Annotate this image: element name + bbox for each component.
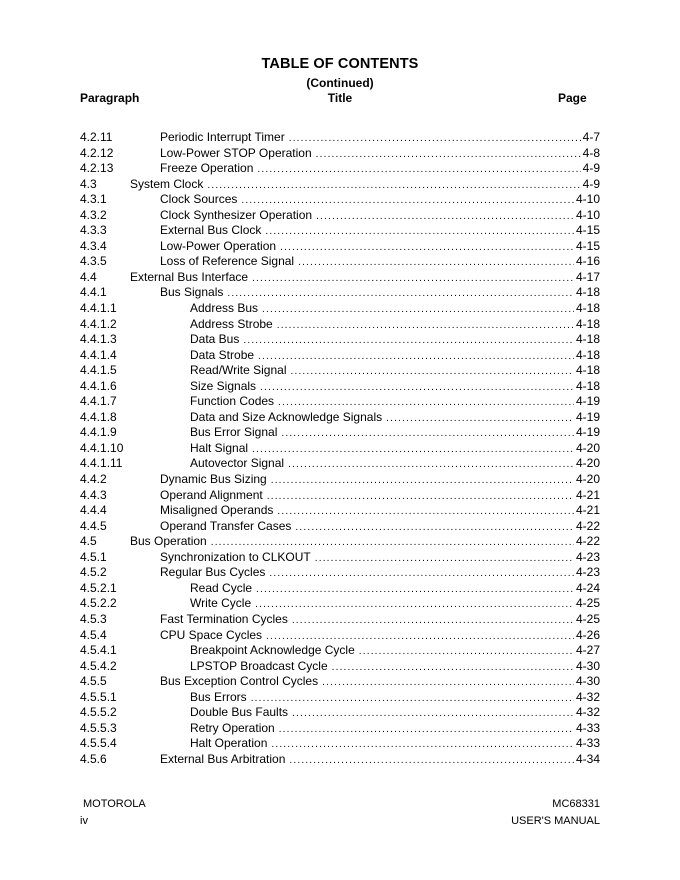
toc-entry-page: 4-32 xyxy=(575,689,600,704)
toc-entry-page: 4-32 xyxy=(575,705,600,720)
toc-leader-dots xyxy=(292,706,574,722)
toc-entry-number: 4.3.2 xyxy=(80,207,107,222)
toc-entry-page: 4-33 xyxy=(575,720,600,735)
toc-entry-title: Low-Power STOP Operation xyxy=(160,145,312,160)
toc-entry-page: 4-25 xyxy=(575,611,600,626)
toc-entry-number: 4.4.3 xyxy=(80,487,107,502)
toc-leader-dots xyxy=(332,660,574,676)
toc-leader-dots xyxy=(316,147,581,163)
toc-leader-dots xyxy=(267,489,574,505)
toc-entry-number: 4.5.5.2 xyxy=(80,705,117,720)
toc-entry-number: 4.5.3 xyxy=(80,611,107,626)
toc-entry[interactable] xyxy=(80,348,600,364)
toc-entry-number: 4.4.1.10 xyxy=(80,440,124,455)
toc-entry-page: 4-20 xyxy=(575,472,600,487)
column-header-page: Page xyxy=(558,91,587,105)
toc-entry-number: 4.4.1 xyxy=(80,285,107,300)
toc-entry[interactable] xyxy=(80,628,600,644)
toc-entry-page: 4-15 xyxy=(575,223,600,238)
toc-entry[interactable] xyxy=(80,208,600,224)
toc-entry-number: 4.4.5 xyxy=(80,518,107,533)
toc-entry[interactable] xyxy=(80,301,600,317)
toc-list xyxy=(80,130,600,767)
toc-entry[interactable] xyxy=(80,690,600,706)
toc-entry[interactable] xyxy=(80,705,600,721)
toc-entry-title: Bus Error Signal xyxy=(190,425,278,440)
toc-entry-title: Retry Operation xyxy=(190,720,275,735)
toc-entry-page: 4-18 xyxy=(575,378,600,393)
toc-entry-number: 4.4.1.6 xyxy=(80,378,117,393)
toc-entry[interactable] xyxy=(80,659,600,675)
toc-entry-title: Data Strobe xyxy=(190,347,255,362)
page-title: TABLE OF CONTENTS xyxy=(261,56,419,72)
toc-entry-title: LPSTOP Broadcast Cycle xyxy=(190,658,328,673)
toc-entry-page: 4-18 xyxy=(575,347,600,362)
toc-entry[interactable] xyxy=(80,441,600,457)
toc-entry-title: Halt Operation xyxy=(190,736,268,751)
toc-leader-dots xyxy=(386,411,574,427)
toc-entry-title: Autovector Signal xyxy=(190,456,285,471)
toc-entry-title: External Bus Interface xyxy=(130,269,249,284)
toc-entry[interactable] xyxy=(80,472,600,488)
toc-entry[interactable] xyxy=(80,643,600,659)
toc-entry-page: 4-19 xyxy=(575,409,600,424)
toc-entry-title: Loss of Reference Signal xyxy=(160,254,295,269)
toc-entry-page: 4-9 xyxy=(582,161,600,176)
toc-entry[interactable] xyxy=(80,410,600,426)
toc-leader-dots xyxy=(359,644,574,660)
toc-entry[interactable] xyxy=(80,581,600,597)
toc-entry[interactable] xyxy=(80,674,600,690)
toc-entry-title: Data Bus xyxy=(190,332,240,347)
toc-leader-dots xyxy=(271,737,574,753)
toc-entry-number: 4.5.5.4 xyxy=(80,736,117,751)
toc-entry-page: 4-18 xyxy=(575,301,600,316)
toc-leader-dots xyxy=(251,691,574,707)
column-header-paragraph: Paragraph xyxy=(80,91,140,105)
toc-leader-dots xyxy=(257,162,580,178)
toc-entry-page: 4-15 xyxy=(575,238,600,253)
toc-entry-page: 4-8 xyxy=(582,145,600,160)
toc-entry-number: 4.3.4 xyxy=(80,238,107,253)
toc-entry-title: Operand Transfer Cases xyxy=(160,518,292,533)
toc-entry-title: Read/Write Signal xyxy=(190,363,287,378)
toc-entry-page: 4-30 xyxy=(575,658,600,673)
toc-entry-number: 4.2.11 xyxy=(80,130,113,144)
toc-entry-page: 4-10 xyxy=(575,207,600,222)
toc-entry-page: 4-26 xyxy=(575,627,600,642)
toc-entry-title: Data and Size Acknowledge Signals xyxy=(190,409,383,424)
toc-entry-page: 4-22 xyxy=(575,534,600,549)
toc-entry[interactable] xyxy=(80,425,600,441)
toc-entry-number: 4.5.2.1 xyxy=(80,580,117,595)
toc-entry-page: 4-16 xyxy=(575,254,600,269)
toc-entry-number: 4.5.5.1 xyxy=(80,689,117,704)
toc-entry-title: CPU Space Cycles xyxy=(160,627,263,642)
toc-entry-page: 4-17 xyxy=(575,269,600,284)
toc-leader-dots xyxy=(207,178,580,194)
toc-leader-dots xyxy=(316,209,574,225)
toc-leader-dots xyxy=(265,224,574,240)
toc-entry[interactable] xyxy=(80,332,600,348)
toc-entry-page: 4-34 xyxy=(575,751,600,766)
toc-entry-number: 4.4.1.9 xyxy=(80,425,117,440)
toc-entry-number: 4.5.5.3 xyxy=(80,720,117,735)
toc-entry-title: Clock Synthesizer Operation xyxy=(160,207,313,222)
toc-entry-page: 4-21 xyxy=(575,487,600,502)
toc-leader-dots xyxy=(288,457,574,473)
toc-entry[interactable] xyxy=(80,721,600,737)
toc-entry-page: 4-20 xyxy=(575,440,600,455)
toc-entry-title: Synchronization to CLKOUT xyxy=(160,549,311,564)
toc-entry-title: Fast Termination Cycles xyxy=(160,611,288,626)
toc-entry-page: 4-18 xyxy=(575,332,600,347)
toc-entry[interactable] xyxy=(80,192,600,208)
toc-entry-title: Bus Operation xyxy=(130,534,207,549)
toc-entry-page: 4-23 xyxy=(575,549,600,564)
toc-leader-dots xyxy=(279,722,574,738)
toc-entry[interactable] xyxy=(80,254,600,270)
toc-entry-number: 4.4.1.2 xyxy=(80,316,117,331)
toc-leader-dots xyxy=(252,271,574,287)
toc-entry-title: Low-Power Operation xyxy=(160,238,277,253)
toc-entry-page: 4-10 xyxy=(575,192,600,207)
toc-entry-title: Clock Sources xyxy=(160,192,238,207)
toc-leader-dots xyxy=(271,473,574,489)
toc-entry-number: 4.3.3 xyxy=(80,223,107,238)
toc-entry[interactable] xyxy=(80,317,600,333)
toc-entry-number: 4.3.5 xyxy=(80,254,107,269)
toc-leader-dots xyxy=(278,395,574,411)
toc-entry-title: Breakpoint Acknowledge Cycle xyxy=(190,643,355,658)
toc-leader-dots xyxy=(289,753,574,769)
toc-entry-number: 4.2.13 xyxy=(80,161,114,176)
toc-entry-number: 4.5.5 xyxy=(80,674,107,689)
toc-leader-dots xyxy=(289,131,581,147)
toc-entry-page: 4-19 xyxy=(575,425,600,440)
toc-leader-dots xyxy=(260,380,574,396)
toc-entry-number: 4.5 xyxy=(80,534,97,549)
toc-entry-page: 4-27 xyxy=(575,643,600,658)
toc-entry[interactable] xyxy=(80,612,600,628)
toc-entry-page: 4-7 xyxy=(582,130,600,144)
toc-entry-number: 4.4.1.8 xyxy=(80,409,117,424)
toc-entry-title: Regular Bus Cycles xyxy=(160,565,266,580)
toc-entry-title: Write Cycle xyxy=(190,596,252,611)
toc-entry[interactable] xyxy=(80,752,600,768)
toc-leader-dots xyxy=(252,442,574,458)
toc-entry[interactable] xyxy=(80,596,600,612)
toc-entry-title: System Clock xyxy=(130,176,204,191)
toc-entry-title: Misaligned Operands xyxy=(160,503,274,518)
toc-leader-dots xyxy=(322,675,574,691)
toc-entry-number: 4.5.2 xyxy=(80,565,107,580)
toc-entry-page: 4-19 xyxy=(575,394,600,409)
toc-entry-title: Address Strobe xyxy=(190,316,273,331)
toc-entry-number: 4.4.4 xyxy=(80,503,107,518)
toc-leader-dots xyxy=(280,240,574,256)
toc-leader-dots xyxy=(277,504,574,520)
footer-page-number: iv xyxy=(80,815,88,827)
toc-entry[interactable] xyxy=(80,534,600,550)
footer-publisher: MOTOROLA xyxy=(83,798,146,810)
toc-entry-page: 4-24 xyxy=(575,580,600,595)
toc-entry[interactable] xyxy=(80,270,600,286)
toc-leader-dots xyxy=(277,318,574,334)
toc-entry-title: Bus Errors xyxy=(190,689,247,704)
toc-entry[interactable] xyxy=(80,503,600,519)
toc-entry-title: Size Signals xyxy=(190,378,257,393)
toc-leader-dots xyxy=(295,520,574,536)
toc-leader-dots xyxy=(292,613,574,629)
toc-entry-number: 4.4.1.5 xyxy=(80,363,117,378)
toc-entry-number: 4.5.4.2 xyxy=(80,658,117,673)
footer-part-number: MC68331 xyxy=(552,798,600,810)
toc-entry-number: 4.4.1.3 xyxy=(80,332,117,347)
toc-entry[interactable] xyxy=(80,456,600,472)
toc-leader-dots xyxy=(255,597,574,613)
toc-leader-dots xyxy=(315,551,574,567)
toc-entry-page: 4-23 xyxy=(575,565,600,580)
toc-entry-number: 4.5.1 xyxy=(80,549,107,564)
toc-entry-number: 4.4.1.11 xyxy=(80,456,123,471)
footer-manual-title: USER'S MANUAL xyxy=(511,815,600,827)
toc-entry-title: Bus Signals xyxy=(160,285,224,300)
toc-entry-page: 4-18 xyxy=(575,285,600,300)
toc-entry-title: Dynamic Bus Sizing xyxy=(160,472,267,487)
toc-entry[interactable] xyxy=(80,488,600,504)
page-subtitle: (Continued) xyxy=(306,76,374,90)
toc-entry-number: 4.2.12 xyxy=(80,145,114,160)
toc-entry-number: 4.3.1 xyxy=(80,192,107,207)
toc-entry-number: 4.4.1.7 xyxy=(80,394,117,409)
toc-entry-page: 4-18 xyxy=(575,363,600,378)
toc-leader-dots xyxy=(211,535,574,551)
toc-entry[interactable] xyxy=(80,161,600,177)
toc-entry-page: 4-30 xyxy=(575,674,600,689)
toc-leader-dots xyxy=(269,566,574,582)
toc-entry[interactable] xyxy=(80,239,600,255)
toc-leader-dots xyxy=(241,193,574,209)
toc-entry[interactable] xyxy=(80,394,600,410)
toc-leader-dots xyxy=(258,349,574,365)
toc-entry-number: 4.4.2 xyxy=(80,472,107,487)
toc-entry-title: Freeze Operation xyxy=(160,161,254,176)
toc-entry-title: Function Codes xyxy=(190,394,275,409)
toc-entry-title: Bus Exception Control Cycles xyxy=(160,674,319,689)
toc-entry[interactable] xyxy=(80,550,600,566)
toc-entry[interactable] xyxy=(80,146,600,162)
toc-leader-dots xyxy=(262,302,574,318)
toc-entry-number: 4.5.4.1 xyxy=(80,643,117,658)
toc-entry-title: Address Bus xyxy=(190,301,259,316)
toc-leader-dots xyxy=(298,255,574,271)
toc-entry-number: 4.5.6 xyxy=(80,751,107,766)
toc-leader-dots xyxy=(256,582,574,598)
toc-entry[interactable] xyxy=(80,285,600,301)
toc-leader-dots xyxy=(291,364,574,380)
toc-entry[interactable] xyxy=(80,363,600,379)
toc-entry-title: Read Cycle xyxy=(190,580,253,595)
toc-entry[interactable] xyxy=(80,130,600,146)
toc-entry-title: Double Bus Faults xyxy=(190,705,289,720)
toc-entry-title: External Bus Clock xyxy=(160,223,262,238)
toc-leader-dots xyxy=(227,286,574,302)
toc-entry-page: 4-18 xyxy=(575,316,600,331)
toc-entry-page: 4-9 xyxy=(582,176,600,191)
toc-entry-number: 4.5.4 xyxy=(80,627,107,642)
toc-entry-page: 4-20 xyxy=(575,456,600,471)
toc-entry[interactable] xyxy=(80,565,600,581)
toc-entry[interactable] xyxy=(80,736,600,752)
toc-entry[interactable] xyxy=(80,223,600,239)
toc-entry[interactable] xyxy=(80,519,600,535)
toc-entry-title: Halt Signal xyxy=(190,440,249,455)
toc-entry[interactable] xyxy=(80,379,600,395)
toc-entry-number: 4.3 xyxy=(80,176,97,191)
toc-entry-number: 4.5.2.2 xyxy=(80,596,117,611)
toc-entry[interactable] xyxy=(80,177,600,193)
column-header-title: Title xyxy=(327,91,353,105)
toc-leader-dots xyxy=(281,426,574,442)
toc-entry-page: 4-21 xyxy=(575,503,600,518)
toc-entry-title: Operand Alignment xyxy=(160,487,263,502)
toc-entry-title: Periodic Interrupt Timer xyxy=(160,130,285,144)
toc-entry-title: External Bus Arbitration xyxy=(160,751,286,766)
toc-leader-dots xyxy=(243,333,574,349)
toc-leader-dots xyxy=(266,629,574,645)
toc-entry-page: 4-25 xyxy=(575,596,600,611)
toc-entry-page: 4-22 xyxy=(575,518,600,533)
toc-entry-number: 4.4 xyxy=(80,269,97,284)
toc-entry-number: 4.4.1.4 xyxy=(80,347,117,362)
toc-entry-page: 4-33 xyxy=(575,736,600,751)
toc-entry-number: 4.4.1.1 xyxy=(80,301,117,316)
